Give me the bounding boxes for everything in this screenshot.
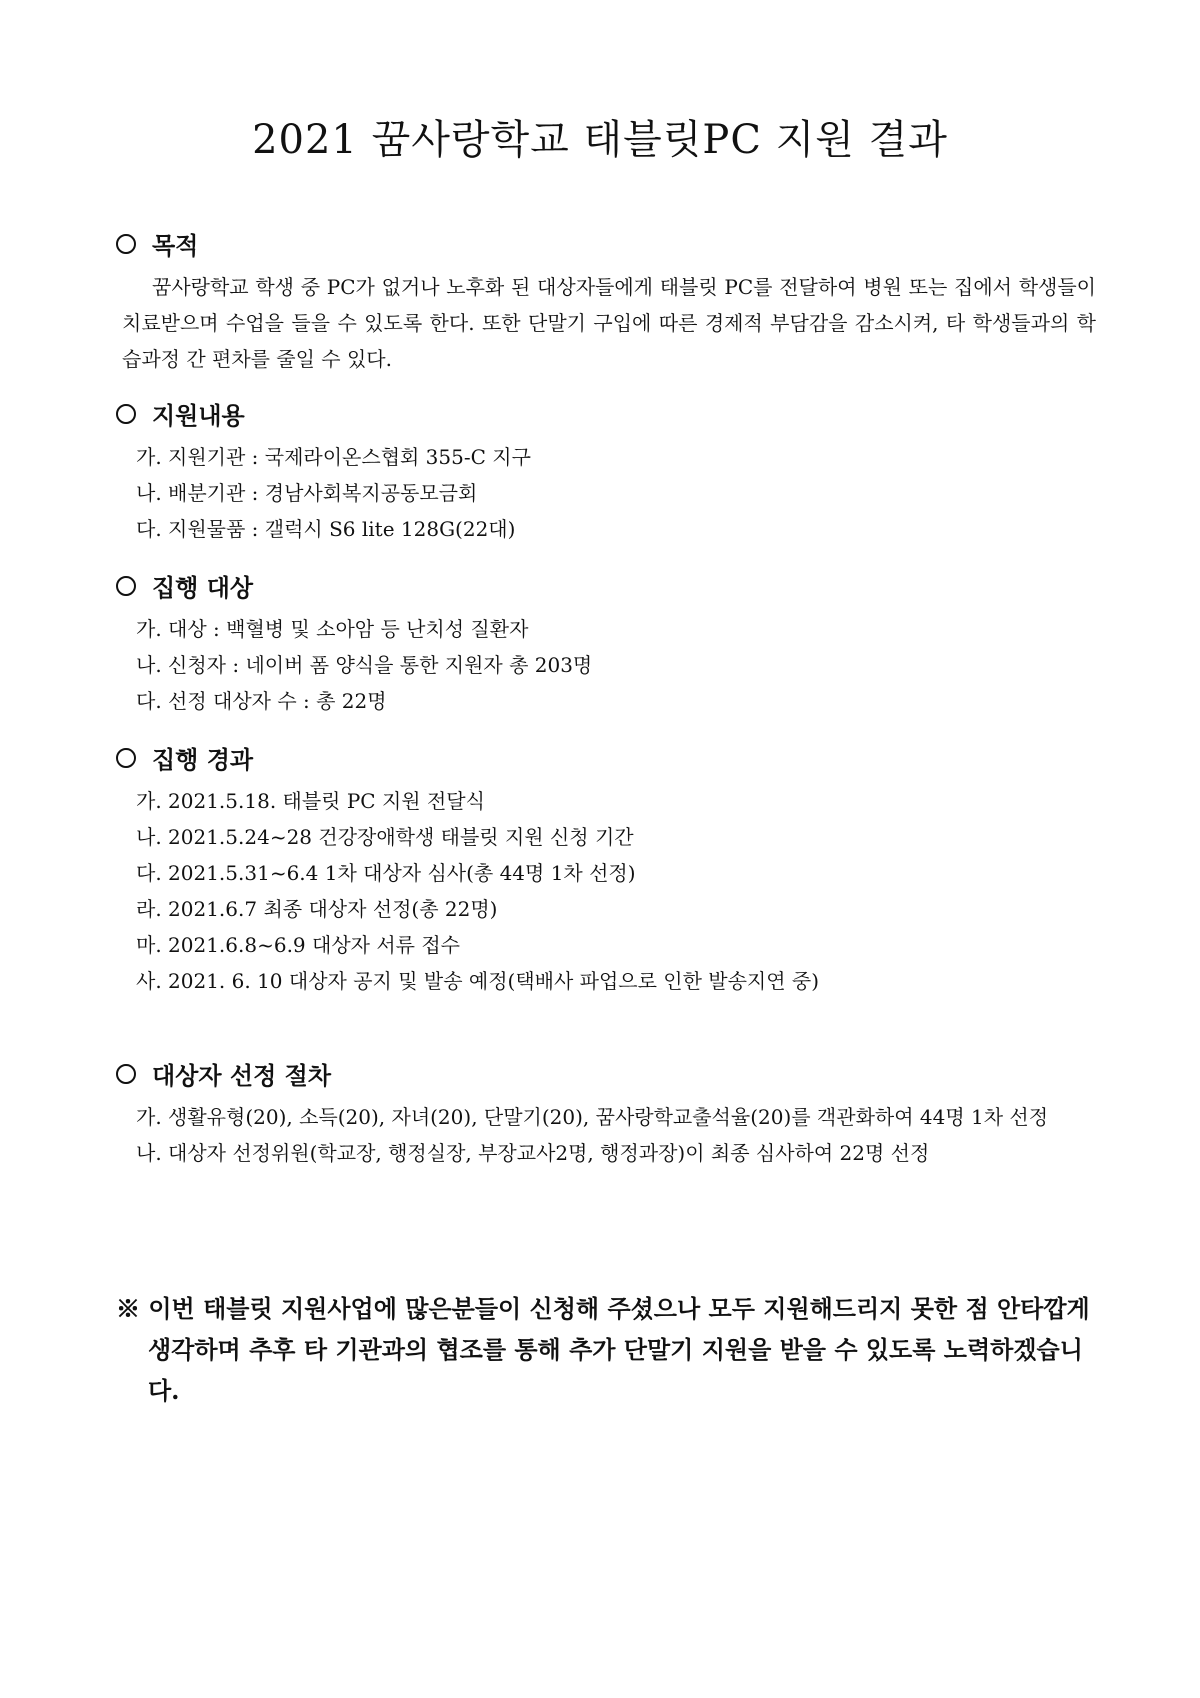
section-selection-procedure <box>116 1056 1096 1171</box>
list-item: 가. 지원기관 : 국제라이온스협회 355-C 지구 <box>136 445 531 469</box>
item-list <box>116 783 1096 999</box>
document-title: 2021 꿈사랑학교 태블릿PC 지원 결과 <box>252 117 948 163</box>
list-item: 다. 2021.5.31~6.4 1차 대상자 심사(총 44명 1차 선정) <box>136 861 636 885</box>
list-item: 가. 2021.5.18. 태블릿 PC 지원 전달식 <box>136 789 485 813</box>
closing-notice: ※ 이번 태블릿 지원사업에 많은분들이 신청해 주셨으나 모두 지원해드리지 못한 점 안타깝게 생각하며 추후 타 기관과의 협조를 통해 추가 단말기 지원을 받을 수 있도록 노력하겠습니다. <box>116 1294 1090 1405</box>
circle-bullet-icon <box>116 404 136 424</box>
section-target <box>116 568 1096 719</box>
section-heading: 대상자 선정 절차 <box>152 1061 331 1090</box>
list-item: 나. 배분기관 : 경남사회복지공동모금회 <box>136 481 478 505</box>
list-item: 다. 지원물품 : 갤럭시 S6 lite 128G(22대) <box>136 517 516 541</box>
list-item: 다. 선정 대상자 수 : 총 22명 <box>136 689 387 713</box>
item-list <box>116 1099 1096 1171</box>
list-item: 나. 2021.5.24~28 건강장애학생 태블릿 지원 신청 기간 <box>136 825 634 849</box>
circle-bullet-icon <box>116 234 136 254</box>
section-purpose <box>116 226 1096 377</box>
list-item: 나. 대상자 선정위원(학교장, 행정실장, 부장교사2명, 행정과장)이 최종 심사하여 22명 선정 <box>136 1141 930 1165</box>
section-heading: 집행 경과 <box>152 745 254 774</box>
list-item: 사. 2021. 6. 10 대상자 공지 및 발송 예정(택배사 파업으로 인한 발송지연 중) <box>136 969 820 993</box>
list-item: 마. 2021.6.8~6.9 대상자 서류 접수 <box>136 933 460 957</box>
list-item: 라. 2021.6.7 최종 대상자 선정(총 22명) <box>136 897 498 921</box>
section-heading: 지원내용 <box>152 401 245 430</box>
list-item: 나. 신청자 : 네이버 폼 양식을 통한 지원자 총 203명 <box>136 653 593 677</box>
list-item: 가. 대상 : 백혈병 및 소아암 등 난치성 질환자 <box>136 617 529 641</box>
item-list <box>116 611 1096 719</box>
section-progress <box>116 740 1096 999</box>
circle-bullet-icon <box>116 1064 136 1084</box>
item-list <box>116 439 1096 547</box>
list-item: 가. 생활유형(20), 소득(20), 자녀(20), 단말기(20), 꿈사랑학교출석율(20)를 객관화하여 44명 1차 선정 <box>136 1105 1049 1129</box>
purpose-paragraph: 꿈사랑학교 학생 중 PC가 없거나 노후화 된 대상자들에게 태블릿 PC를 전달하여 병원 또는 집에서 학생들이 치료받으며 수업을 들을 수 있도록 한다. 또한 단말기 구입에 따른 경제적 부담감을 감소시켜, 타 학생들과의 학습과정 간 편차를 줄일 수 있다. <box>122 275 1096 371</box>
section-heading: 목적 <box>152 231 199 260</box>
section-support-content <box>116 396 1096 547</box>
section-heading: 집행 대상 <box>152 573 254 602</box>
circle-bullet-icon <box>116 748 136 768</box>
circle-bullet-icon <box>116 576 136 596</box>
